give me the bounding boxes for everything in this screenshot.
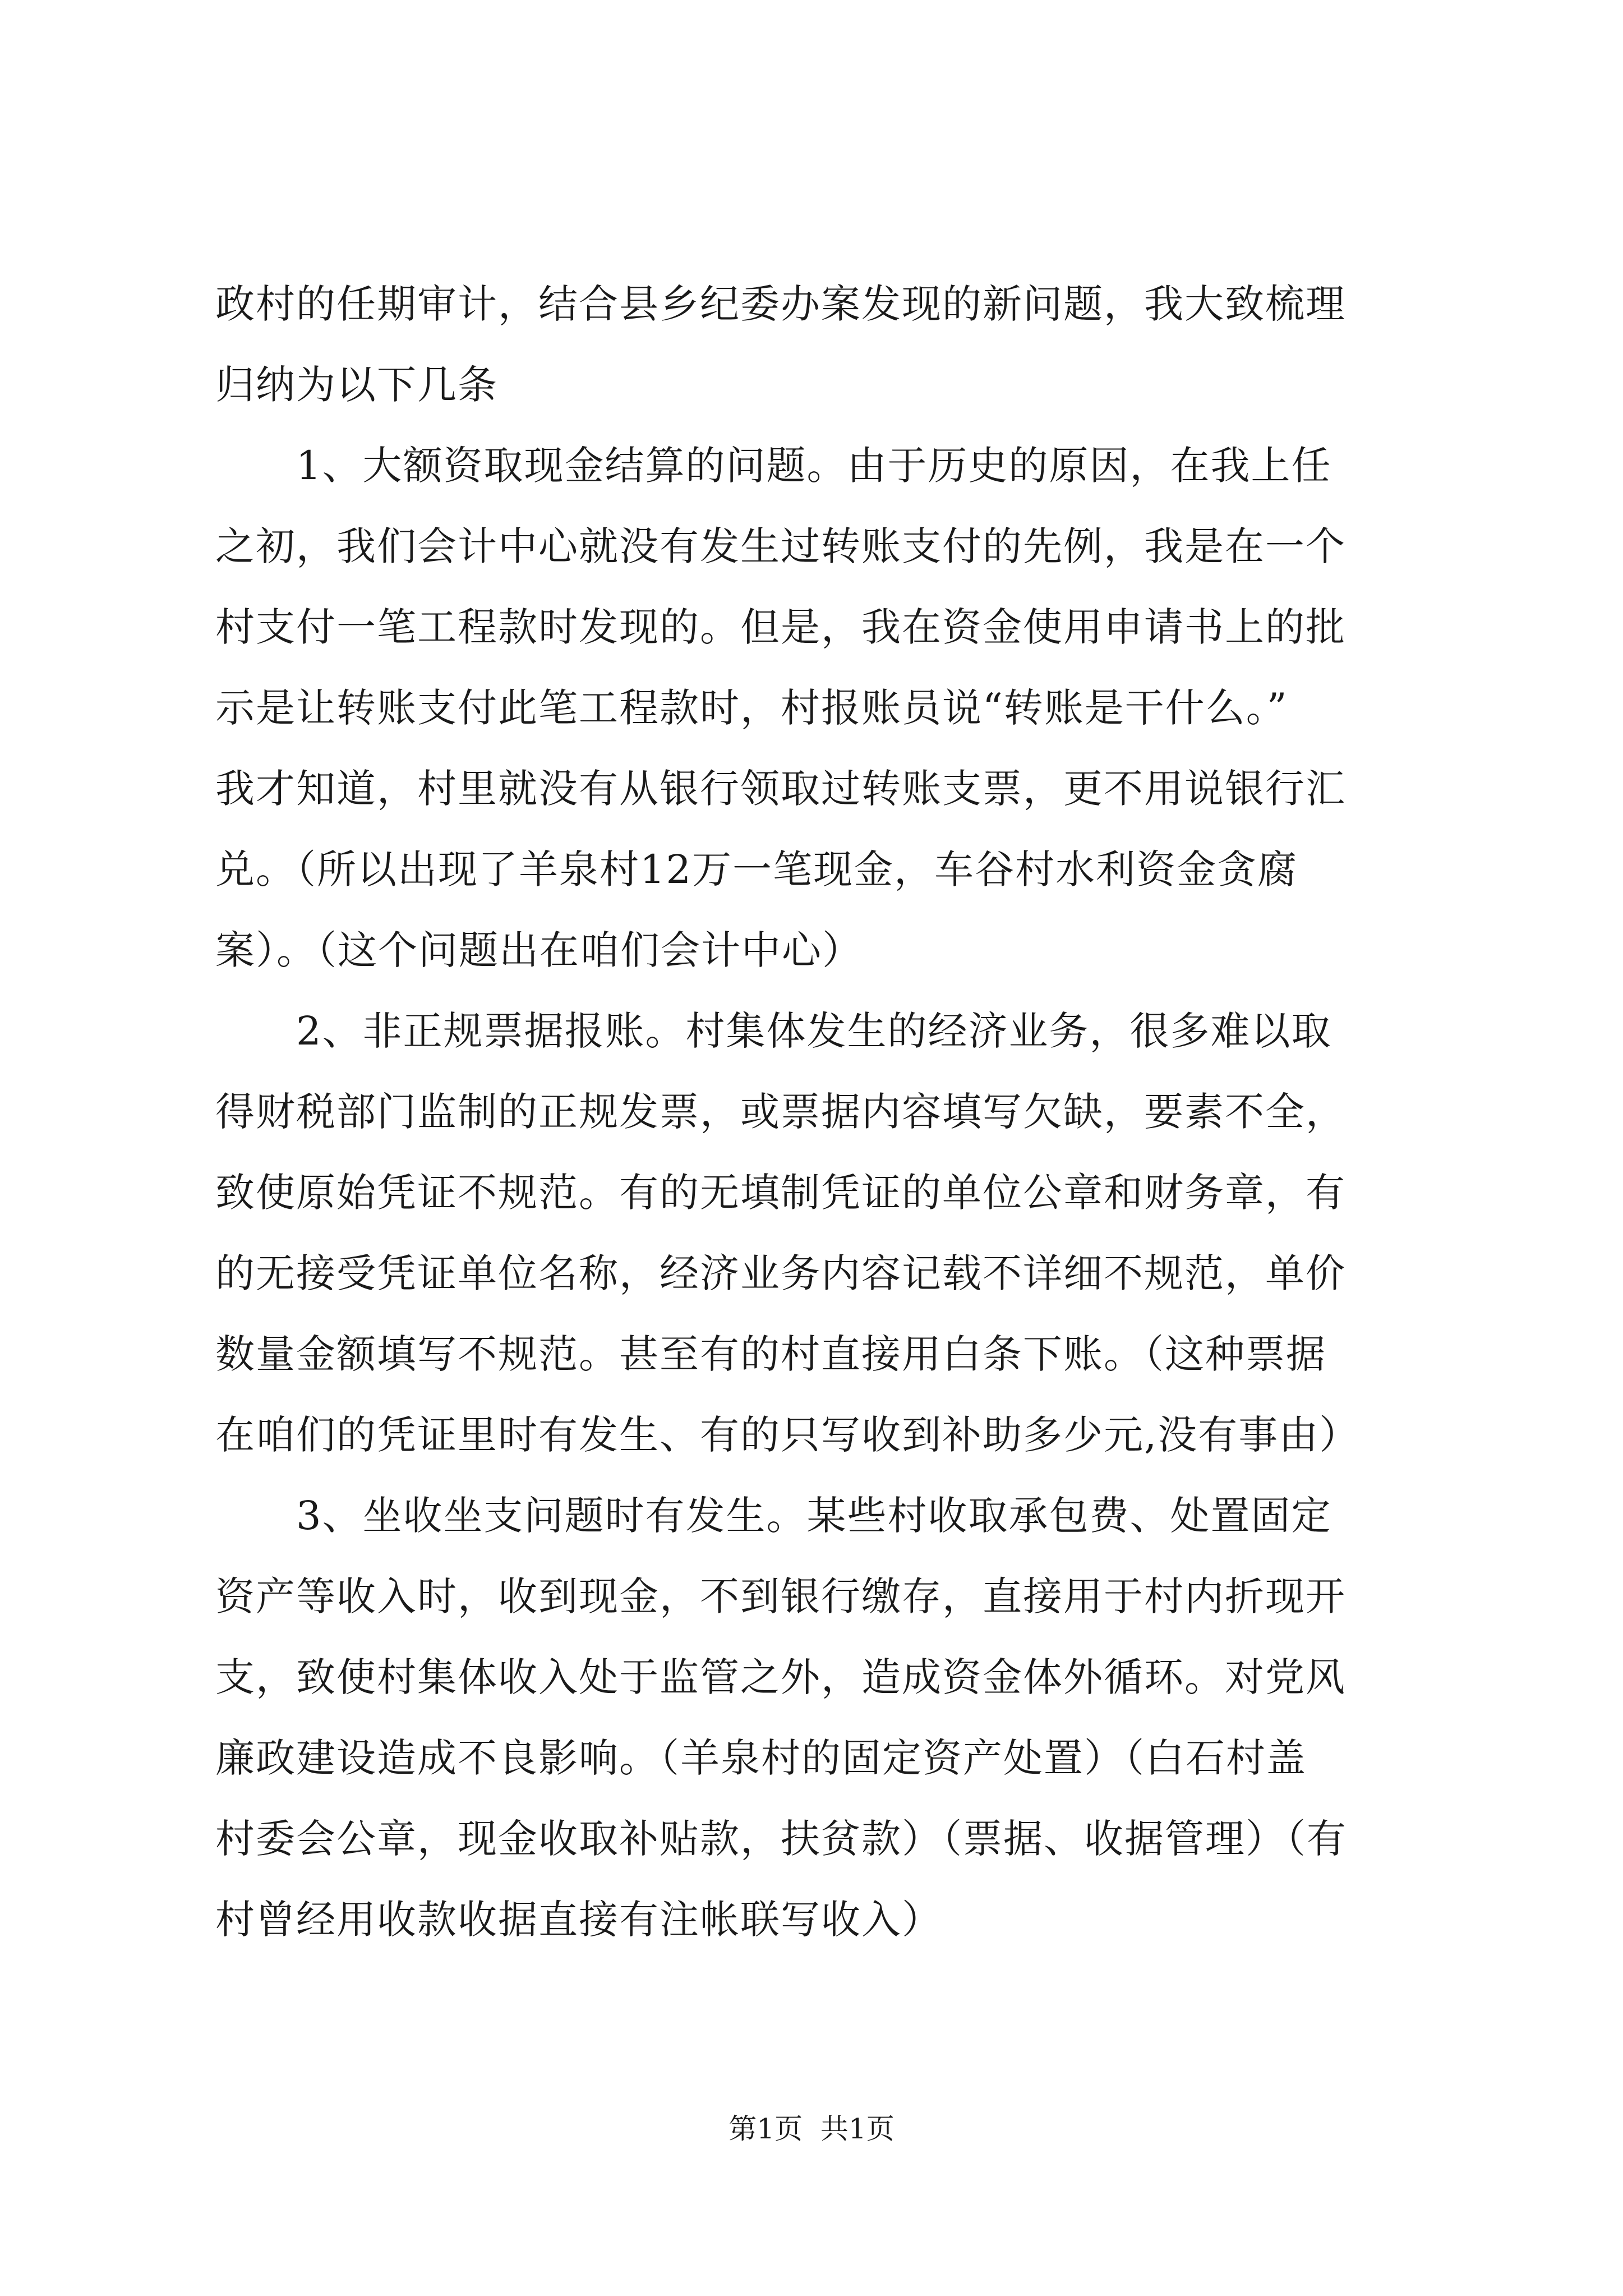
- text-line: 资产等收入时，收到现金，不到银行缴存，直接用于村内折现开: [215, 1573, 1346, 1619]
- text-line: 村支付一笔工程款时发现的。但是，我在资金使用申请书上的批: [215, 604, 1346, 650]
- text-line: 示是让转账支付此笔工程款时，村报账员说“转账是干什么。”: [215, 685, 1288, 731]
- text-line: 廉政建设造成不良影响。（羊泉村的固定资产处置）（白石村盖: [215, 1735, 1307, 1781]
- text-line: 兑。（所以出现了羊泉村12万一笔现金，车谷村水利资金贪腐: [215, 846, 1298, 892]
- page-number: 第1页 共1页: [728, 2113, 895, 2145]
- text-line: 致使原始凭证不规范。有的无填制凭证的单位公章和财务章，有: [215, 1170, 1346, 1216]
- text-line: 数量金额填写不规范。甚至有的村直接用白条下账。（这种票据: [215, 1331, 1326, 1377]
- paragraph-2-start: 2、非正规票据报账。村集体发生的经济业务，很多难以取: [296, 1008, 1332, 1054]
- text-line: 支，致使村集体收入处于监管之外，造成资金体外循环。对党风: [215, 1654, 1346, 1700]
- text-line: 的无接受凭证单位名称，经济业务内容记载不详细不规范，单价: [215, 1250, 1346, 1296]
- text-line: 村委会公章，现金收取补贴款，扶贫款）（票据、收据管理）（有: [215, 1816, 1347, 1862]
- text-line: 政村的任期审计，结合县乡纪委办案发现的新问题，我大致梳理: [215, 281, 1346, 327]
- paragraph-1-start: 1、大额资取现金结算的问题。由于历史的原因，在我上任: [296, 443, 1332, 489]
- text-line: 得财税部门监制的正规发票，或票据内容填写欠缺，要素不全，: [215, 1089, 1346, 1135]
- text-line: 归纳为以下几条: [215, 362, 498, 408]
- text-line: 在咱们的凭证里时有发生、有的只写收到补助多少元,没有事由）: [215, 1412, 1360, 1458]
- text-line: 案）。（这个问题出在咱们会计中心）: [215, 927, 863, 973]
- paragraph-3-start: 3、坐收坐支问题时有发生。某些村收取承包费、处置固定: [296, 1493, 1332, 1539]
- text-line: 我才知道，村里就没有从银行领取过转账支票，更不用说银行汇: [215, 766, 1346, 812]
- text-line: 村曾经用收款收据直接有注帐联写收入）: [215, 1897, 942, 1943]
- page-footer: [0, 2112, 1623, 2146]
- body-text: [215, 264, 1421, 1960]
- text-line: 之初，我们会计中心就没有发生过转账支付的先例，我是在一个: [215, 523, 1346, 569]
